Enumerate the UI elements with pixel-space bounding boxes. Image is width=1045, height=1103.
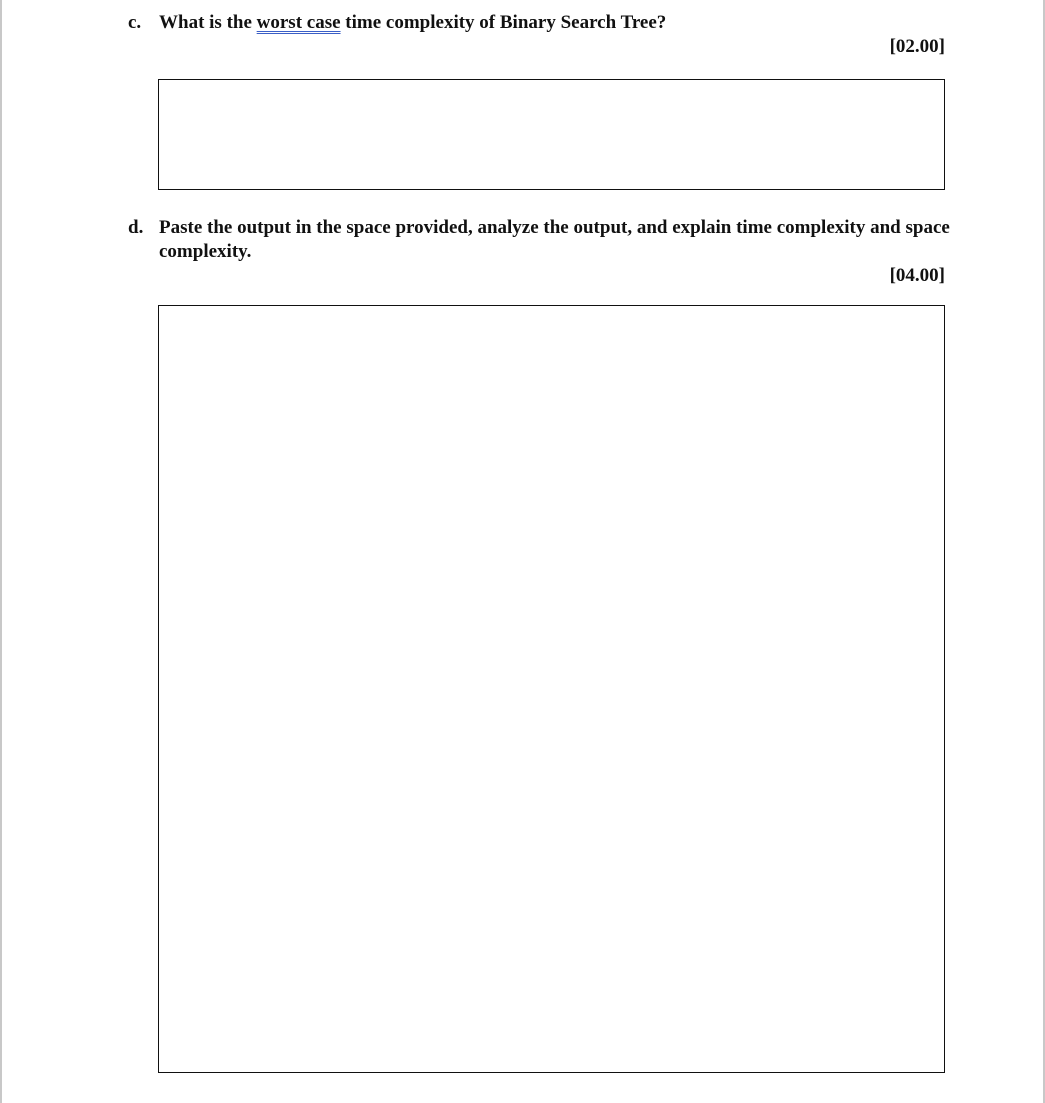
question-c-highlight: worst case bbox=[256, 12, 341, 33]
question-d-marker: d. bbox=[128, 217, 144, 238]
question-d-text: Paste the output in the space provided, analyze the output, and explain time complexity and space complexity. bbox=[159, 217, 950, 262]
question-c-answer-box[interactable] bbox=[158, 79, 945, 190]
question-d-answer-box[interactable] bbox=[158, 305, 945, 1073]
question-c-marks: [02.00] bbox=[889, 36, 945, 57]
question-c-text-before: What is the bbox=[159, 12, 252, 33]
question-c-marker: c. bbox=[128, 12, 142, 33]
question-c-text bbox=[159, 11, 959, 35]
question-d-marks: [04.00] bbox=[889, 265, 945, 286]
question-c-text-after: time complexity of Binary Search Tree? bbox=[345, 12, 667, 33]
page-edge-left bbox=[0, 0, 2, 1103]
